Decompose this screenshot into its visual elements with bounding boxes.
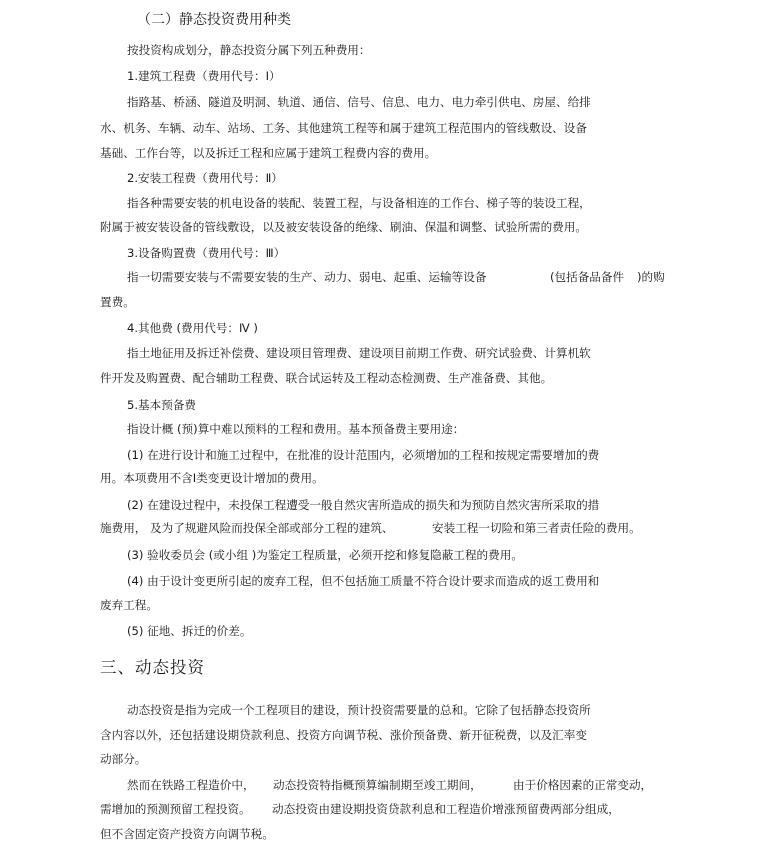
use-item-1-cont: 用。本项费用不含Ⅰ类变更设计增加的费用。 — [100, 471, 324, 485]
item-text-line: 水、机务、车辆、动车、站场、工务、其他建筑工程等和属于建筑工程范围内的管线敷设、设备 — [100, 121, 587, 135]
item-text-line: 基础、工作台等，以及拆迁工程和应属于建筑工程费内容的费用。 — [100, 146, 437, 160]
dynamic-para2-fragment: 然而在铁路工程造价中， — [127, 778, 255, 792]
use-item-2-cont: 安装工程一切险和第三者责任险的费用。 — [432, 521, 641, 535]
item-title-other: 4.其他费 (费用代号：Ⅳ ) — [127, 321, 258, 335]
dynamic-para2-fragment: 动态投资由建设期投资贷款利息和工程造价增涨预留费两部分组成， — [272, 802, 620, 816]
item-title-installation: 2.安装工程费（费用代号：Ⅱ） — [127, 171, 283, 185]
dynamic-para2-fragment: 需增加的预测预留工程投资。 — [100, 802, 251, 816]
item-text-line: 指各种需要安装的机电设备的装配、装置工程，与设备相连的工作台、梯子等的装设工程， — [127, 196, 591, 210]
section-heading-static: （二）静态投资费用种类 — [137, 12, 291, 28]
item-title-equipment: 3.设备购置费（费用代号：Ⅲ） — [127, 246, 286, 260]
item-text-fragment: (包括备品备件 — [550, 270, 625, 284]
item-text-line: 指设计概 (预)算中难以预料的工程和费用。基本预备费主要用途： — [127, 422, 465, 436]
item-text-line: 指一切需要安装与不需要安装的生产、动力、弱电、起重、运输等设备 — [127, 270, 487, 284]
item-title-reserve: 5.基本预备费 — [127, 398, 197, 412]
item-text-line: 指土地征用及拆迁补偿费、建设项目管理费、建设项目前期工作费、研究试验费、计算机软 — [127, 346, 591, 360]
use-item-4: (4) 由于设计变更所引起的废弃工程，但不包括施工质量不符合设计要求而造成的返工费用和 — [127, 574, 600, 588]
section-heading-dynamic: 三、动态投资 — [100, 658, 205, 677]
use-item-2-cont: 施费用， 及为了规避风险而投保全部或部分工程的建筑、 — [100, 521, 394, 535]
use-item-3: (3) 验收委员会 (或小组 )为鉴定工程质量，必须开挖和修复隐蔽工程的费用。 — [127, 548, 523, 562]
use-item-1: (1) 在进行设计和施工过程中，在批准的设计范围内，必须增加的工程和按规定需要增加的费 — [127, 448, 600, 462]
dynamic-para1-line: 动态投资是指为完成一个工程项目的建设，预计投资需要量的总和。它除了包括静态投资所 — [127, 703, 591, 717]
use-item-5: (5) 征地、拆迁的价差。 — [127, 624, 252, 638]
item-text-fragment: )的购 — [637, 270, 665, 284]
item-text-line: 件开发及购置费、配合辅助工程费、联合试运转及工程动态检测费、生产准备费、其他。 — [100, 371, 553, 385]
dynamic-para2-fragment: 由于价格因素的正常变动， — [513, 778, 653, 792]
dynamic-para2-fragment: 但不含固定资产投资方向调节税。 — [100, 827, 274, 841]
intro-paragraph: 按投资构成划分，静态投资分属下列五种费用： — [127, 43, 371, 57]
use-item-2: (2) 在建设过程中，未投保工程遭受一般自然灾害所造成的损失和为预防自然灾害所采取的措 — [127, 498, 600, 512]
item-title-construction: 1.建筑工程费（费用代号：Ⅰ） — [127, 69, 281, 83]
dynamic-para1-line: 含内容以外，还包括建设期贷款利息、投资方向调节税、涨价预备费、新开征税费，以及汇率变 — [100, 728, 587, 742]
use-item-4-cont: 废弃工程。 — [100, 598, 158, 612]
dynamic-para1-line: 动部分。 — [100, 752, 147, 766]
item-text-line: 附属于被安装设备的管线敷设，以及被安装设备的绝缘、刷油、保温和调整、试验所需的费用。 — [100, 220, 587, 234]
dynamic-para2-fragment: 动态投资特指概预算编制期至竣工期间， — [273, 778, 482, 792]
item-text-line: 指路基、桥涵、隧道及明洞、轨道、通信、信号、信息、电力、电力牵引供电、房屋、给排 — [127, 95, 591, 109]
item-text-line: 置费。 — [100, 295, 135, 309]
